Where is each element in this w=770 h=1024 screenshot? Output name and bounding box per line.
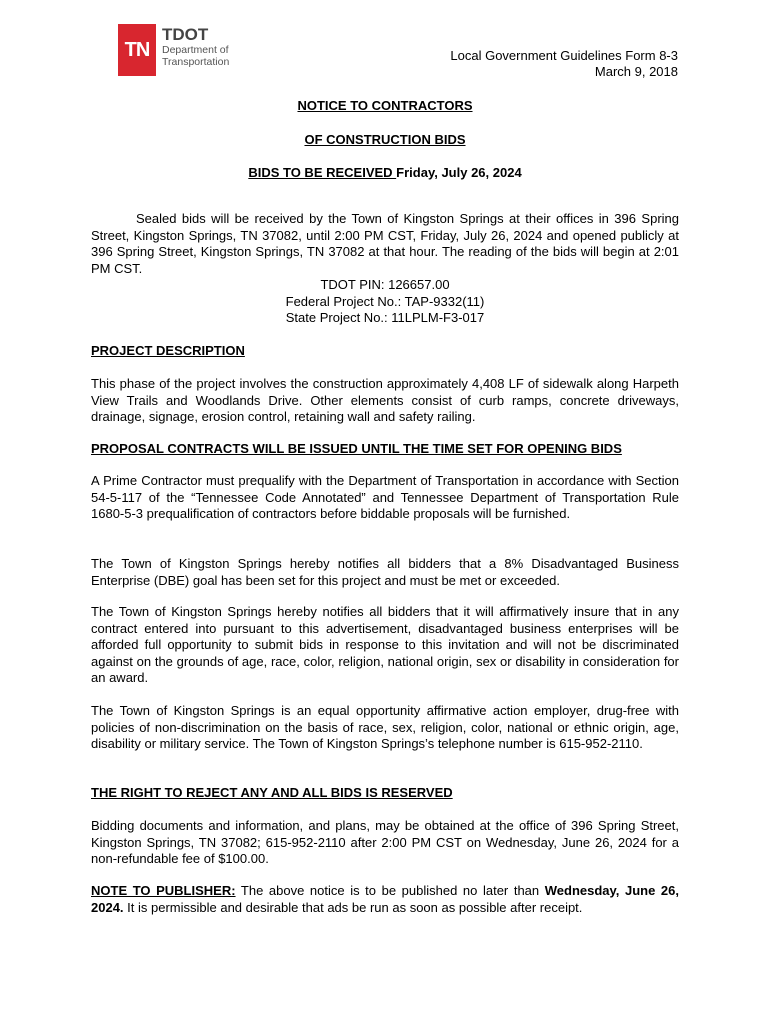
tdot-pin: TDOT PIN: 126657.00 xyxy=(320,277,450,292)
tdot-logo xyxy=(118,24,238,76)
project-description-paragraph: This phase of the project involves the construction approximately 4,408 LF of sidewalk along Harpeth View Trails and Woodlands Drive. Other elements consist of curb ramps, concrete driveways, drainage, signage, erosion control, retaining wall and safety railing. xyxy=(91,376,679,424)
proposal-contracts-heading: PROPOSAL CONTRACTS WILL BE ISSUED UNTIL THE TIME SET FOR OPENING BIDS xyxy=(91,441,622,456)
form-date: March 9, 2018 xyxy=(594,64,678,79)
project-description-heading: PROJECT DESCRIPTION xyxy=(91,343,245,358)
tn-badge: TN xyxy=(118,24,156,76)
notice-subtitle: OF CONSTRUCTION BIDS xyxy=(304,132,466,147)
bids-received-line xyxy=(0,165,770,180)
logo-line2: Transportation xyxy=(162,56,230,68)
project-ids xyxy=(0,277,770,327)
form-number: Local Government Guidelines Form 8-3 xyxy=(450,48,678,63)
reject-bids-heading: THE RIGHT TO REJECT ANY AND ALL BIDS IS RESERVED xyxy=(91,785,453,800)
logo-line1: Department of xyxy=(162,44,229,56)
bidding-documents-paragraph: Bidding documents and information, and plans, may be obtained at the office of 396 Spring Street, Kingston Springs, TN 37082; 615-952-2110 after 2:00 PM CST on Wednesday, June 26, 2024 for a non-refundable fee of $100.00. xyxy=(91,818,679,866)
publisher-note xyxy=(91,883,679,916)
eeo-paragraph: The Town of Kingston Springs is an equal opportunity affirmative action employer, drug-free with policies of non-discrimination on the basis of race, sex, religion, color, national or ethnic origin, age, disability or military service. The Town of Kingston Springs’s telephone number is 615-952-2110. xyxy=(91,703,679,751)
logo-name: TDOT xyxy=(162,25,209,44)
publisher-note-label: NOTE TO PUBLISHER: xyxy=(91,883,236,898)
publisher-note-date: Wednesday, June 26, 2024. xyxy=(91,883,680,915)
intro-paragraph: Sealed bids will be received by the Town of Kingston Springs at their offices in 396 Spring Street, Kingston Springs, TN 37082, until 2:00 PM CST, Friday, July 26, 2024 and opened publicly at 396 Spring Street, Kingston Springs, TN 37082 at that hour. The reading of the bids will begin at 2:01 PM CST. xyxy=(91,211,679,276)
prequalify-paragraph: A Prime Contractor must prequalify with the Department of Transportation in accordance with Section 54-5-117 of the “Tennessee Code Annotated” and Tennessee Department of Transportation Rule 1680-5-3 prequalification of contractors before biddable proposals will be furnished. xyxy=(91,473,679,521)
state-project-no: State Project No.: 11LPLM-F3-017 xyxy=(285,310,485,325)
federal-project-no: Federal Project No.: TAP-9332(11) xyxy=(285,293,485,309)
bids-received-label: BIDS TO BE RECEIVED xyxy=(248,165,397,180)
logo-text xyxy=(162,26,229,68)
bids-received-date: Friday, July 26, 2024 xyxy=(396,165,522,180)
notice-title: NOTICE TO CONTRACTORS xyxy=(297,98,473,113)
form-reference xyxy=(450,48,678,80)
dbe-paragraph: The Town of Kingston Springs hereby notifies all bidders that a 8% Disadvantaged Business Enterprise (DBE) goal has been set for this project and must be met or exceeded. xyxy=(91,556,679,588)
publisher-note-text2: It is permissible and desirable that ads be run as soon as possible after receipt. xyxy=(123,899,583,915)
publisher-note-text1: The above notice is to be published no later than xyxy=(235,883,545,898)
affirmative-paragraph: The Town of Kingston Springs hereby notifies all bidders that it will affirmatively insure that in any contract entered into pursuant to this advertisement, disadvantaged business enterprises will be afforded full opportunity to submit bids in response to this invitation and will not be discriminated against on the grounds of age, race, color, religion, national origin, sex or disability in consideration for an award. xyxy=(91,604,679,685)
